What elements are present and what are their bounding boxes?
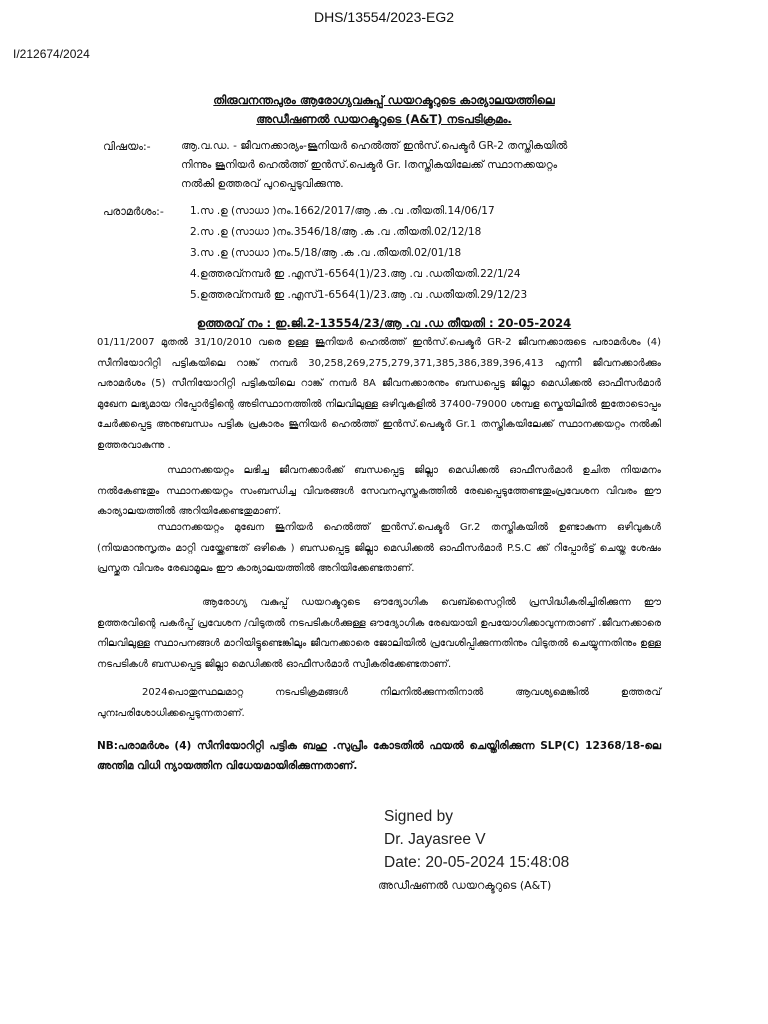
- signatory-name: Dr. Jayasree V: [384, 831, 486, 848]
- order-title: ഉത്തരവ് നം : ഇ.ജി.2-13554/23/ആ .വ .ഡ തീയതി : 20-05-2024: [196, 316, 572, 330]
- signatory-designation: അഡീഷണൽ ഡയറക്ടറുടെ (A&T): [378, 879, 552, 892]
- subject-line: ആ.വ.ഡ. - ജീവനക്കാര്യം-ജൂനിയർ ഹെൽത്ത് ഇൻസ്.പെക്ടർ GR-2 തസ്തികയിൽ: [181, 140, 568, 152]
- references-label: പരാമർശം:-: [103, 205, 164, 218]
- signed-by-label: Signed by: [384, 808, 453, 825]
- subject-line: നൽകി ഉത്തരവ് പുറപ്പെടുവിക്കുന്നു.: [181, 178, 344, 190]
- order-paragraph: ആരോഗ്യ വകുപ്പ് ഡയറക്ടറുടെ ഔദ്യോഗിക വെബ്സൈറ്റിൽ പ്രസിദ്ധീകരിച്ചിരിക്കുന്ന ഈ ഉത്തരവിന്റെ പകർപ്പ് പ്രവേശന /വിടുതൽ നടപടികൾക്കുള്ള ഔദ്യോഗിക രേഖയായി ഉപയോഗിക്കാവുന്നതാണ് .ജീവനക്കാരെ നിലവിലുള്ള സ്ഥാപനങ്ങൾ മാറിയിട്ടുണ്ടെങ്കിലും ജീവനക്കാരെ ജോലിയിൽ പ്രവേശിപ്പിക്കുന്നതിനും വിടുതൽ ചെയ്യുന്നതിനും ഉള്ള നടപടികൾ ബന്ധപ്പെട്ട ജില്ലാ മെഡിക്കൽ ഓഫീസർമാർ സ്വീകരിക്കേണ്ടതാണ്.: [97, 597, 661, 670]
- reference-item: 3.സ .ഉ (സാധാ )നം.5/18/ആ .ക .വ .തീയതി.02/01/18: [190, 247, 462, 259]
- file-number: DHS/13554/2023-EG2: [313, 9, 455, 25]
- order-paragraph: 01/11/2007 മുതൽ 31/10/2010 വരെ ഉള്ള ജൂനിയർ ഹെൽത്ത് ഇൻസ്.പെക്ടർ GR-2 ജീവനക്കാരുടെ പരാമർശം (4) സീനിയോറിറ്റി പട്ടികയിലെ റാങ്ക് നമ്പർ 30,258,269,275,279,371,385,386,389,396,413 എന്നീ ജീവനക്കാർക്കും പരാമർശം (5) സീനിയോറിറ്റി പട്ടികയിലെ റാങ്ക് നമ്പർ 8A ജീവനക്കാരനും ബന്ധപ്പെട്ട ജില്ലാ മെഡിക്കൽ ഓഫീസർമാർ മുഖേന ലഭ്യമായ റിപ്പോർട്ടിന്റെ അടിസ്ഥാനത്തിൽ നിലവിലുള്ള ഒഴിവുകളിൽ 37400-79000 ശമ്പള സ്കെയിലിൽ ഇതോടൊപ്പം ചേർക്കപ്പെട്ട അനുബന്ധം പട്ടിക പ്രകാരം ജൂനിയർ ഹെൽത്ത് ഇൻസ്.പെക്ടർ Gr.1 തസ്തികയിലേക്ക് സ്ഥാനക്കയറ്റം നൽകി ഉത്തരവാകുന്നു .: [97, 337, 661, 451]
- order-paragraph: 2024പൊതുസ്ഥലമാറ്റ നടപടിക്രമങ്ങൾ നിലനിൽക്കുന്നതിനാൽ ആവശ്യമെങ്കിൽ ഉത്തരവ് പുനഃപരിശോധിക്കപ്പെടുന്നതാണ്.: [97, 687, 661, 719]
- document-title-line1: തിരുവനന്തപുരം ആരോഗ്യവകുപ്പ് ഡയറക്ടറുടെ കാര്യാലയത്തിലെ: [213, 93, 555, 107]
- reference-item: 4.ഉത്തരവ്നമ്പർ ഇ .എസ്1-6564(1)/23.ആ .വ .ഡതീയതി.22/1/24: [190, 268, 521, 280]
- reference-item: 5.ഉത്തരവ്നമ്പർ ഇ .എസ്1-6564(1)/23.ആ .വ .ഡതീയതി.29/12/23: [190, 289, 528, 301]
- order-paragraph: സ്ഥാനക്കയറ്റം മുഖേന ജൂനിയർ ഹെൽത്ത് ഇൻസ്.പെക്ടർ Gr.2 തസ്തികയിൽ ഉണ്ടാകുന്ന ഒഴിവുകൾ (നിയമാനുസൃതം മാറ്റി വയ്ക്കേണ്ടത് ഒഴികെ ) ബന്ധപ്പെട്ട ജില്ലാ മെഡിക്കൽ ഓഫീസർമാർ P.S.C ക്ക് റിപ്പോർട്ട് ചെയ്ത ശേഷം പ്രസ്തുത വിവരം രേഖാമൂലം ഈ കാര്യാലയത്തിൽ അറിയിക്കേണ്ടതാണ്.: [97, 522, 661, 574]
- reference-item: 2.സ .ഉ (സാധാ )നം.3546/18/ആ .ക .വ .തീയതി.02/12/18: [190, 226, 482, 238]
- reference-item: 1.സ .ഉ (സാധാ )നം.1662/2017/ആ .ക .വ .തീയതി.14/06/17: [190, 205, 495, 217]
- reference-number: I/212674/2024: [13, 47, 90, 61]
- nb-note: NB:പരാമർശം (4) സീനിയോറിറ്റി പട്ടിക ബഹു .സുപ്രീം കോടതിൽ ഫയൽ ചെയ്തിരിക്കുന്ന SLP(C) 12368/18-ലെ അന്തിമ വിധി ന്യായത്തിന വിധേയമായിരിക്കുന്നതാണ്.: [97, 740, 661, 772]
- order-paragraph: സ്ഥാനക്കയറ്റം ലഭിച്ച ജീവനക്കാർക്ക് ബന്ധപ്പെട്ട ജില്ലാ മെഡിക്കൽ ഓഫീസർമാർ ഉചിത നിയമനം നൽകേണ്ടതും സ്ഥാനക്കയറ്റം സംബന്ധിച്ച വിവരങ്ങൾ സേവനപുസ്തകത്തിൽ രേഖപ്പെടുത്തേണ്ടതുംപ്രവേശന വിവരം ഈ കാര്യാലയത്തിൽ അറിയിക്കേണ്ടതുമാണ്.: [97, 465, 661, 517]
- subject-label: വിഷയം:-: [103, 140, 151, 153]
- signature-date: Date: 20-05-2024 15:48:08: [384, 854, 570, 871]
- subject-line: നിന്നും ജൂനിയർ ഹെൽത്ത് ഇൻസ്.പെക്ടർ Gr. Iതസ്തികയിലേക്ക് സ്ഥാനക്കയറ്റം: [181, 159, 558, 171]
- document-title-line2: അഡീഷണൽ ഡയറക്ടറുടെ (A&T) നടപടിക്രമം.: [256, 112, 512, 126]
